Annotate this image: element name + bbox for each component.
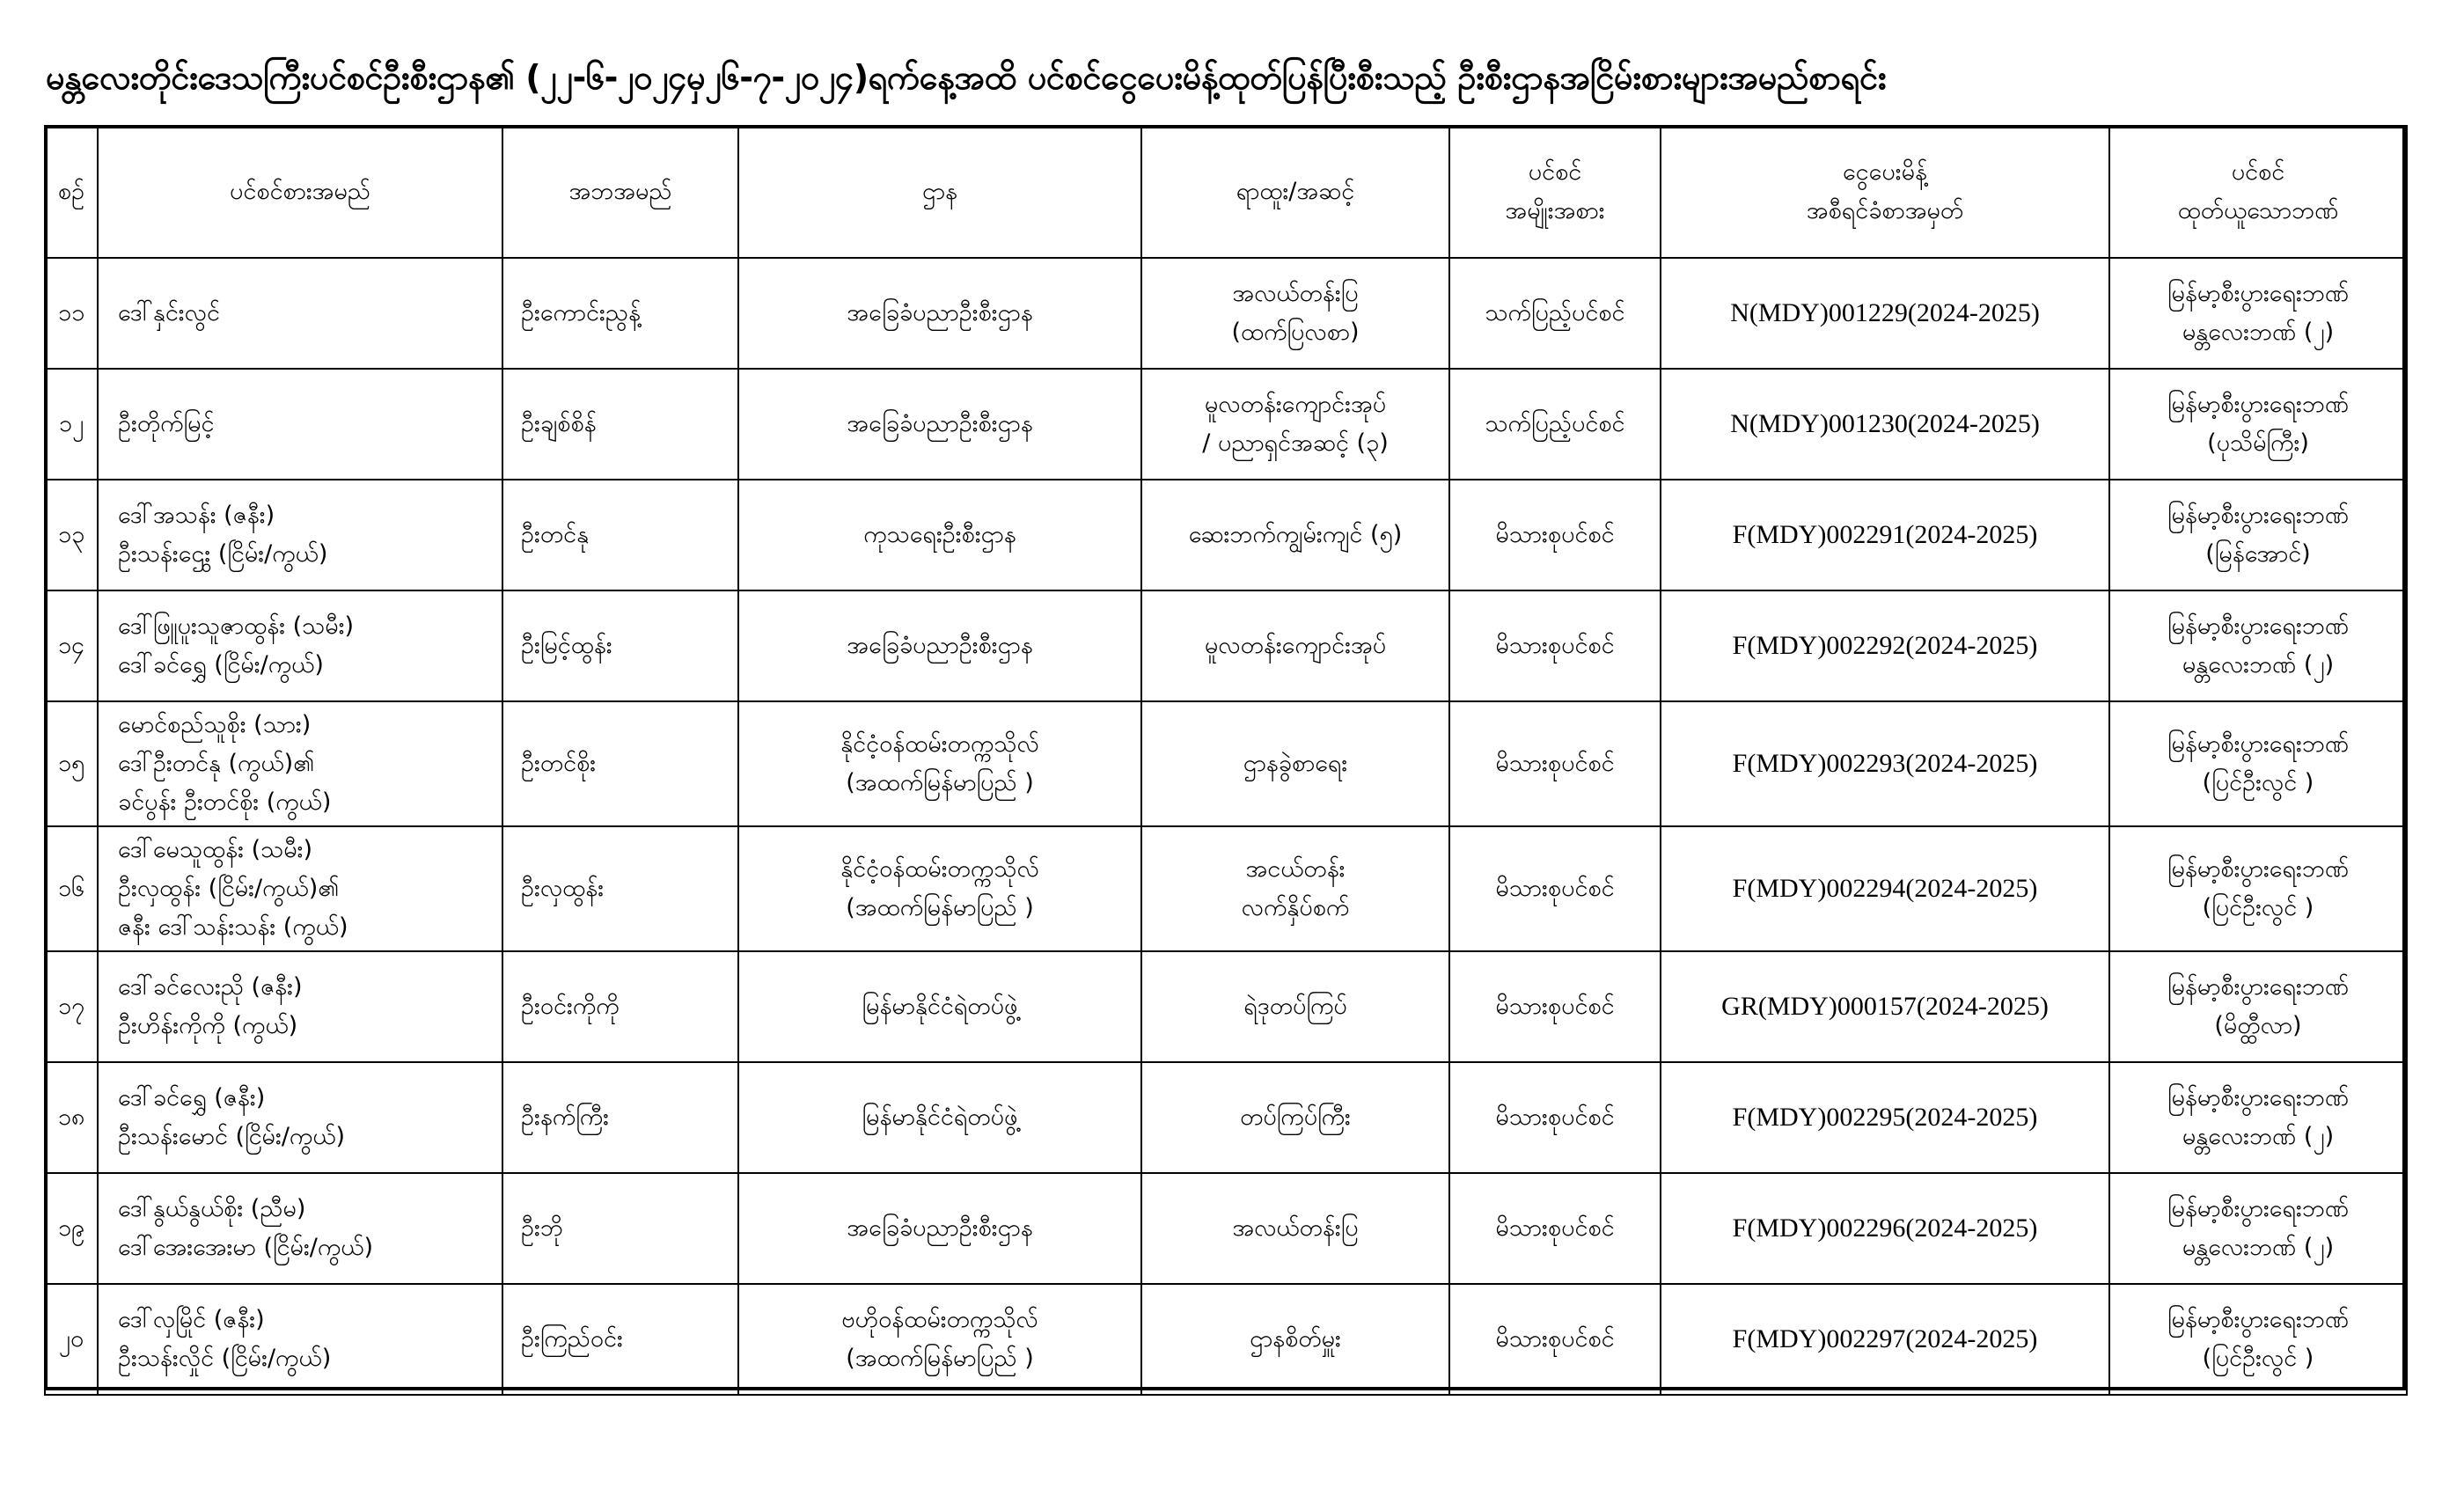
department-line: အခြေခံပညာဦးစီးဌာန — [847, 410, 1033, 437]
rank-line: (ထက်ပြလစာ) — [1231, 319, 1360, 346]
pensioner-name-line: ဦးသန်းမောင် (ငြိမ်း/ကွယ်) — [118, 1123, 346, 1150]
cell-pensioner-name — [98, 590, 502, 701]
cell-department — [738, 951, 1141, 1062]
cell-department — [738, 369, 1141, 480]
cell-father-name: ဦးမြင့်ထွန်း — [502, 590, 738, 701]
department-line: မြန်မာနိုင်ငံရဲတပ်ဖွဲ့ — [862, 1104, 1018, 1131]
cell-department — [738, 826, 1141, 951]
rank-line: အလယ်တန်းပြ — [1232, 280, 1359, 307]
cell-pension-type: မိသားစုပင်စင် — [1449, 590, 1661, 701]
table-header-row — [45, 126, 2407, 258]
cell-department — [738, 1284, 1141, 1395]
cell-department — [738, 480, 1141, 590]
cell-pensioner-name — [98, 701, 502, 826]
cell-no: ၂၀ — [45, 1284, 98, 1395]
cell-rank — [1141, 826, 1449, 951]
bank-line: (မိတ္ထီလာ) — [2214, 1012, 2302, 1039]
cell-no: ၁၃ — [45, 480, 98, 590]
col-header-bank-line2: ထုတ်ယူသောဘဏ် — [2177, 197, 2339, 224]
department-line: နိုင်ငံ့ဝန်ထမ်းတက္ကသိုလ် — [840, 855, 1039, 883]
cell-order-no: GR(MDY)000157(2024-2025) — [1661, 951, 2109, 1062]
department-line: အခြေခံပညာဦးစီးဌာန — [847, 299, 1033, 326]
cell-pensioner-name — [98, 480, 502, 590]
department-line: ကုသရေးဦးစီးဌာန — [863, 521, 1016, 548]
bank-line: မန္တလေးဘဏ် (၂) — [2182, 651, 2335, 678]
bank-line: မြန်မာ့စီးပွားရေးဘဏ် — [2167, 973, 2350, 1001]
cell-father-name: ဦးတင်စိုး — [502, 701, 738, 826]
pensioner-name-line: ဦးသန်းလှိုင် (ငြိမ်း/ကွယ်) — [118, 1345, 332, 1372]
bank-line: (ပုသိမ်ကြီး) — [2207, 429, 2309, 457]
cell-bank — [2109, 1062, 2407, 1173]
cell-order-no: F(MDY)002297(2024-2025) — [1661, 1284, 2109, 1395]
cell-pension-type: သက်ပြည့်ပင်စင် — [1449, 258, 1661, 369]
department-line: (အထက်မြန်မာပြည် ) — [846, 769, 1034, 796]
cell-department — [738, 1062, 1141, 1173]
cell-pension-type: မိသားစုပင်စင် — [1449, 1062, 1661, 1173]
cell-bank — [2109, 590, 2407, 701]
pensioner-name-line: ဒေါ်နွယ်နွယ်စိုး (ညီမ) — [118, 1195, 306, 1222]
department-line: (အထက်မြန်မာပြည် ) — [846, 1345, 1034, 1372]
table-row — [45, 1062, 2407, 1173]
table-body — [45, 258, 2407, 1395]
cell-order-no: N(MDY)001229(2024-2025) — [1661, 258, 2109, 369]
cell-order-no: F(MDY)002296(2024-2025) — [1661, 1173, 2109, 1284]
cell-father-name: ဦးလှထွန်း — [502, 826, 738, 951]
cell-no: ၁၆ — [45, 826, 98, 951]
cell-no: ၁၄ — [45, 590, 98, 701]
cell-department — [738, 1173, 1141, 1284]
cell-department — [738, 701, 1141, 826]
cell-pensioner-name — [98, 826, 502, 951]
cell-pension-type: မိသားစုပင်စင် — [1449, 951, 1661, 1062]
pensioner-name-line: မောင်စည်သူစိုး (သား) — [118, 711, 312, 738]
col-header-pension-type-line1: ပင်စင် — [1528, 158, 1582, 186]
rank-line: မူလတန်းကျောင်းအုပ် — [1204, 391, 1387, 418]
department-line: မြန်မာနိုင်ငံရဲတပ်ဖွဲ့ — [862, 993, 1018, 1020]
cell-pensioner-name — [98, 1062, 502, 1173]
pension-list-table — [44, 125, 2408, 1396]
department-line: ဗဟိုဝန်ထမ်းတက္ကသိုလ် — [841, 1306, 1038, 1333]
cell-department — [738, 258, 1141, 369]
bank-line: မန္တလေးဘဏ် (၂) — [2182, 319, 2335, 346]
bank-line: မြန်မာ့စီးပွားရေးဘဏ် — [2167, 502, 2350, 529]
cell-order-no: F(MDY)002294(2024-2025) — [1661, 826, 2109, 951]
cell-father-name: ဦးကောင်းညွန့် — [502, 258, 738, 369]
cell-father-name: ဦးချစ်စိန် — [502, 369, 738, 480]
bank-line: မန္တလေးဘဏ် (၂) — [2182, 1123, 2335, 1150]
bank-line: (ပြင်ဦးလွင် ) — [2202, 769, 2314, 796]
cell-rank — [1141, 951, 1449, 1062]
bank-line: မြန်မာ့စီးပွားရေးဘဏ် — [2167, 1084, 2350, 1111]
cell-bank — [2109, 480, 2407, 590]
cell-pension-type: မိသားစုပင်စင် — [1449, 826, 1661, 951]
table-row — [45, 826, 2407, 951]
cell-rank — [1141, 480, 1449, 590]
cell-pensioner-name — [98, 1284, 502, 1395]
table-row — [45, 369, 2407, 480]
bank-line: မြန်မာ့စီးပွားရေးဘဏ် — [2167, 280, 2350, 307]
cell-rank — [1141, 701, 1449, 826]
cell-order-no: F(MDY)002291(2024-2025) — [1661, 480, 2109, 590]
bank-line: (မြန်အောင်) — [2205, 540, 2311, 568]
table-row — [45, 951, 2407, 1062]
col-header-department: ဌာန — [738, 126, 1141, 258]
col-header-order-no-line2: အစီရင်ခံစာအမှတ် — [1806, 197, 1964, 224]
col-header-father-name: အဘအမည် — [502, 126, 738, 258]
table-row — [45, 701, 2407, 826]
bank-line: မြန်မာ့စီးပွားရေးဘဏ် — [2167, 612, 2350, 640]
cell-father-name: ဦးဝင်းကိုကို — [502, 951, 738, 1062]
rank-line: အငယ်တန်း — [1245, 855, 1346, 883]
bank-line: မြန်မာ့စီးပွားရေးဘဏ် — [2167, 1195, 2350, 1222]
pensioner-name-line: ဒေါ်နှင်းလွင် — [118, 299, 220, 326]
pensioner-name-line: ဦးသန်းဌွေး (ငြိမ်း/ကွယ်) — [118, 540, 328, 568]
pensioner-name-line: ဒေါ်ခင်ရွှေ (ငြိမ်း/ကွယ်) — [118, 651, 324, 678]
cell-father-name: ဦးဘို — [502, 1173, 738, 1284]
cell-bank — [2109, 1284, 2407, 1395]
department-line: (အထက်မြန်မာပြည် ) — [846, 894, 1034, 921]
col-header-rank: ရာထူး/အဆင့် — [1141, 126, 1449, 258]
bank-line: မြန်မာ့စီးပွားရေးဘဏ် — [2167, 855, 2350, 883]
cell-no: ၁၈ — [45, 1062, 98, 1173]
col-header-pensioner-name: ပင်စင်စားအမည် — [98, 126, 502, 258]
cell-bank — [2109, 701, 2407, 826]
rank-line: မူလတန်းကျောင်းအုပ် — [1204, 632, 1387, 659]
cell-no: ၁၇ — [45, 951, 98, 1062]
bank-line: မြန်မာ့စီးပွားရေးဘဏ် — [2167, 1306, 2350, 1333]
cell-pensioner-name — [98, 258, 502, 369]
department-line: နိုင်ငံ့ဝန်ထမ်းတက္ကသိုလ် — [840, 730, 1039, 758]
pensioner-name-line: ဒေါ်မေသူထွန်း (သမီး) — [118, 836, 313, 863]
table-row — [45, 480, 2407, 590]
bank-line: (ပြင်ဦးလွင် ) — [2202, 894, 2314, 921]
cell-pension-type: မိသားစုပင်စင် — [1449, 1173, 1661, 1284]
cell-order-no: F(MDY)002292(2024-2025) — [1661, 590, 2109, 701]
cell-no: ၁၁ — [45, 258, 98, 369]
cell-no: ၁၅ — [45, 701, 98, 826]
cell-pensioner-name — [98, 1173, 502, 1284]
cell-pensioner-name — [98, 951, 502, 1062]
cell-order-no: N(MDY)001230(2024-2025) — [1661, 369, 2109, 480]
cell-rank — [1141, 590, 1449, 701]
cell-rank — [1141, 1062, 1449, 1173]
cell-department — [738, 590, 1141, 701]
bank-line: မြန်မာ့စီးပွားရေးဘဏ် — [2167, 730, 2350, 758]
page-title: မန္တလေးတိုင်းဒေသကြီးပင်စင်ဦးစီးဌာန၏ (၂၂-၆-၂၀၂၄မှ၂၆-၇-၂၀၂၄)ရက်နေ့အထိ ပင်စင်ငွေပေးမိန့်ထုတ်ပြန်ပြီးစီးသည့် ဦးစီးဌာနအငြိမ်းစားများအမည်စာရင်း — [46, 58, 1887, 97]
cell-father-name: ဦးကြည်ဝင်း — [502, 1284, 738, 1395]
col-header-order-no — [1661, 126, 2109, 258]
bank-line: မန္တလေးဘဏ် (၂) — [2182, 1234, 2335, 1261]
col-header-order-no-line1: ငွေပေးမိန့် — [1843, 158, 1927, 186]
cell-pension-type: မိသားစုပင်စင် — [1449, 1284, 1661, 1395]
bank-line: (ပြင်ဦးလွင် ) — [2202, 1345, 2314, 1372]
col-header-bank-line1: ပင်စင် — [2231, 158, 2285, 186]
cell-no: ၁၉ — [45, 1173, 98, 1284]
col-header-pension-type — [1449, 126, 1661, 258]
pensioner-name-line: ဦးလှထွန်း (ငြိမ်း/ကွယ်)၏ — [118, 875, 340, 902]
cell-pension-type: သက်ပြည့်ပင်စင် — [1449, 369, 1661, 480]
table-row — [45, 590, 2407, 701]
rank-line: လက်နှိပ်စက် — [1241, 894, 1350, 921]
cell-pension-type: မိသားစုပင်စင် — [1449, 701, 1661, 826]
cell-pensioner-name — [98, 369, 502, 480]
cell-bank — [2109, 258, 2407, 369]
cell-bank — [2109, 369, 2407, 480]
pensioner-name-line: ဒေါ်ခင်ရွှေ (ဇနီး) — [118, 1084, 266, 1111]
rank-line: ဆေးဘက်ကျွမ်းကျင် (၅) — [1188, 521, 1403, 548]
table-row — [45, 258, 2407, 369]
rank-line: ရဲဒုတပ်ကြပ် — [1243, 993, 1347, 1020]
pensioner-name-line: ဒေါ်လှမြိုင် (ဇနီး) — [118, 1306, 265, 1333]
cell-rank — [1141, 258, 1449, 369]
rank-line: ဌာနခွဲစာရေး — [1243, 750, 1348, 777]
cell-rank — [1141, 1284, 1449, 1395]
table-row — [45, 1173, 2407, 1284]
cell-bank — [2109, 1173, 2407, 1284]
rank-line: / ပညာရှင်အဆင့် (၃) — [1202, 429, 1389, 457]
cell-rank — [1141, 1173, 1449, 1284]
cell-order-no: F(MDY)002295(2024-2025) — [1661, 1062, 2109, 1173]
table-row — [45, 1284, 2407, 1395]
pensioner-name-line: ခင်ပွန်း ဦးတင်စိုး (ကွယ်) — [118, 788, 332, 816]
rank-line: အလယ်တန်းပြ — [1232, 1214, 1359, 1242]
pensioner-name-line: ဒေါ်အသန်း (ဇနီး) — [118, 502, 275, 529]
bank-line: မြန်မာ့စီးပွားရေးဘဏ် — [2167, 391, 2350, 418]
pensioner-name-line: ဦးဟိန်းကိုကို (ကွယ်) — [118, 1012, 298, 1039]
cell-bank — [2109, 826, 2407, 951]
col-header-pension-type-line2: အမျိုးအစား — [1505, 197, 1605, 224]
department-line: အခြေခံပညာဦးစီးဌာန — [847, 1214, 1033, 1242]
pensioner-name-line: ဒေါ်ခင်လေးညို (ဇနီး) — [118, 973, 303, 1001]
cell-order-no: F(MDY)002293(2024-2025) — [1661, 701, 2109, 826]
pensioner-name-line: ဒေါ်အေးအေးမာ (ငြိမ်း/ကွယ်) — [118, 1234, 374, 1261]
rank-line: တပ်ကြပ်ကြီး — [1240, 1104, 1351, 1131]
col-header-no: စဉ် — [45, 126, 98, 258]
cell-no: ၁၂ — [45, 369, 98, 480]
cell-rank — [1141, 369, 1449, 480]
col-header-bank — [2109, 126, 2407, 258]
pensioner-name-line: ဒေါ်ဦးတင်နု (ကွယ်)၏ — [118, 750, 315, 777]
pensioner-name-line: ဒေါ်ဖြူပူးသူဇာထွန်း (သမီး) — [118, 612, 355, 640]
rank-line: ဌာနစိတ်မှူး — [1250, 1325, 1341, 1353]
pensioner-name-line: ဦးတိုက်မြင့် — [118, 410, 215, 437]
cell-pension-type: မိသားစုပင်စင် — [1449, 480, 1661, 590]
cell-bank — [2109, 951, 2407, 1062]
cell-father-name: ဦးတင်နု — [502, 480, 738, 590]
department-line: အခြေခံပညာဦးစီးဌာန — [847, 632, 1033, 659]
pensioner-name-line: ဇနီး ဒေါ်သန်းသန်း (ကွယ်) — [118, 913, 348, 941]
cell-father-name: ဦးနက်ကြီး — [502, 1062, 738, 1173]
